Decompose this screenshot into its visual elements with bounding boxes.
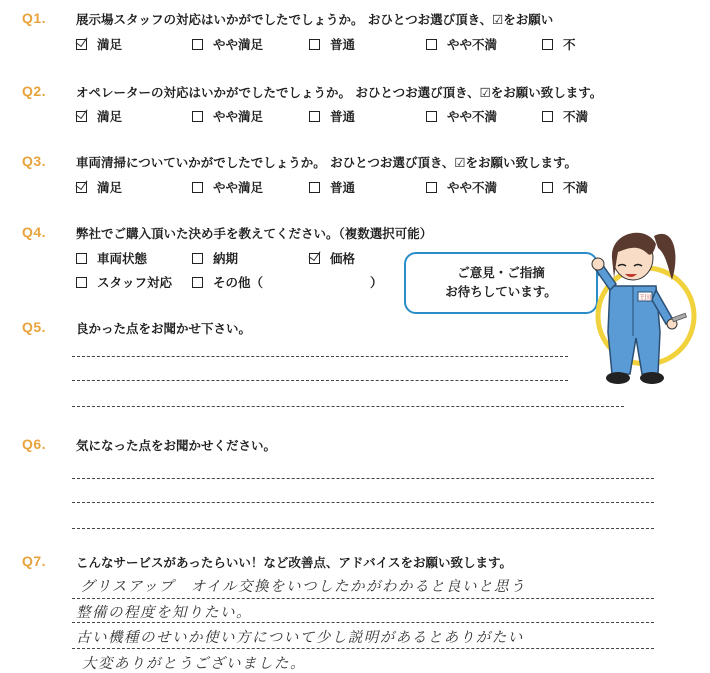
handwritten-answer-line-1: グリスアップ オイル交換をいつしたかがわかると良いと思う — [80, 579, 526, 595]
option-satisfied[interactable]: 満足 — [76, 35, 122, 53]
checkbox[interactable] — [542, 182, 553, 193]
checkbox[interactable] — [192, 39, 203, 50]
answer-line[interactable] — [72, 648, 654, 649]
checkbox[interactable] — [192, 277, 203, 288]
answer-line[interactable] — [72, 528, 654, 529]
option-somewhat-unsatisfied[interactable]: やや不満 — [426, 178, 497, 196]
checkbox[interactable] — [542, 39, 553, 50]
answer-line[interactable] — [72, 356, 568, 357]
question-text: こんなサービスがあったらいい！など改善点、アドバイスをお願い致します。 — [76, 555, 513, 570]
question-text: 良かった点をお聞かせ下さい。 — [76, 321, 252, 336]
option-satisfied[interactable]: 満足 — [76, 107, 122, 125]
option-somewhat-satisfied[interactable]: やや満足 — [192, 107, 263, 125]
bubble-line-1: ご意見・ご指摘 — [457, 265, 545, 280]
question-text: 気になった点をお聞かせください。 — [76, 438, 277, 453]
speech-bubble-text — [404, 263, 598, 301]
checkbox[interactable] — [192, 253, 203, 264]
option-vehicle-condition[interactable]: 車両状態 — [76, 249, 147, 267]
option-neutral[interactable]: 普通 — [309, 35, 355, 53]
question-text: 弊社でご購入頂いた決め手を教えてください。（複数選択可能） — [76, 226, 433, 241]
checkbox[interactable] — [426, 111, 437, 122]
option-unsatisfied[interactable]: 不 — [542, 35, 576, 53]
bubble-line-2: お待ちしています。 — [445, 284, 557, 299]
checkbox[interactable] — [76, 277, 87, 288]
question-text: 車両清掃についていかがでしたでしょうか。 おひとつお選び頂き、☑をお願い致します。 — [76, 155, 578, 170]
mascot-badge: 王国 — [638, 294, 652, 302]
question-text: オペレーターの対応はいかがでしたでしょうか。 おひとつお選び頂き、☑をお願い致します。 — [76, 85, 603, 100]
checkbox[interactable] — [192, 111, 203, 122]
checkbox[interactable] — [309, 111, 320, 122]
handwritten-answer-line-4: 大変ありがとうございました。 — [82, 656, 306, 672]
question-number: Q4. — [22, 224, 47, 240]
checkbox-checked[interactable] — [76, 182, 87, 193]
option-somewhat-satisfied[interactable]: やや満足 — [192, 35, 263, 53]
answer-line[interactable] — [72, 622, 654, 623]
checkbox-checked[interactable] — [76, 39, 87, 50]
checkbox[interactable] — [426, 182, 437, 193]
option-unsatisfied[interactable]: 不満 — [542, 107, 588, 125]
option-price[interactable]: 価格 — [309, 249, 355, 267]
checkbox[interactable] — [309, 39, 320, 50]
answer-line[interactable] — [72, 502, 654, 503]
checkbox[interactable] — [309, 182, 320, 193]
other-close-paren: ） — [370, 275, 383, 290]
mascot-illustration — [588, 214, 700, 392]
option-unsatisfied[interactable]: 不満 — [542, 178, 588, 196]
answer-line[interactable] — [72, 380, 568, 381]
checkbox[interactable] — [426, 39, 437, 50]
option-other[interactable]: その他（ — [192, 273, 263, 291]
checkbox[interactable] — [76, 253, 87, 264]
checkbox-checked[interactable] — [76, 111, 87, 122]
question-number: Q2. — [22, 83, 47, 99]
handwritten-answer-line-2: 整備の程度を知りたい。 — [76, 605, 252, 621]
question-number: Q6. — [22, 436, 47, 452]
question-number: Q1. — [22, 10, 47, 26]
option-staff-response[interactable]: スタッフ対応 — [76, 273, 172, 291]
question-number: Q5. — [22, 319, 47, 335]
option-somewhat-unsatisfied[interactable]: やや不満 — [426, 107, 497, 125]
answer-line[interactable] — [72, 478, 654, 479]
checkbox-checked[interactable] — [309, 253, 320, 264]
handwritten-answer-line-3: 古い機種のせいか使い方について少し説明があるとありがたい — [76, 630, 524, 646]
question-text: 展示場スタッフの対応はいかがでしたでしょうか。 おひとつお選び頂き、☑をお願い — [76, 12, 554, 27]
option-satisfied[interactable]: 満足 — [76, 178, 122, 196]
answer-line[interactable] — [72, 406, 624, 407]
option-somewhat-satisfied[interactable]: やや満足 — [192, 178, 263, 196]
option-neutral[interactable]: 普通 — [309, 178, 355, 196]
answer-line[interactable] — [72, 598, 654, 599]
checkbox[interactable] — [542, 111, 553, 122]
question-number: Q7. — [22, 553, 47, 569]
question-number: Q3. — [22, 153, 47, 169]
option-neutral[interactable]: 普通 — [309, 107, 355, 125]
option-delivery-time[interactable]: 納期 — [192, 249, 238, 267]
checkbox[interactable] — [192, 182, 203, 193]
option-somewhat-unsatisfied[interactable]: やや不満 — [426, 35, 497, 53]
